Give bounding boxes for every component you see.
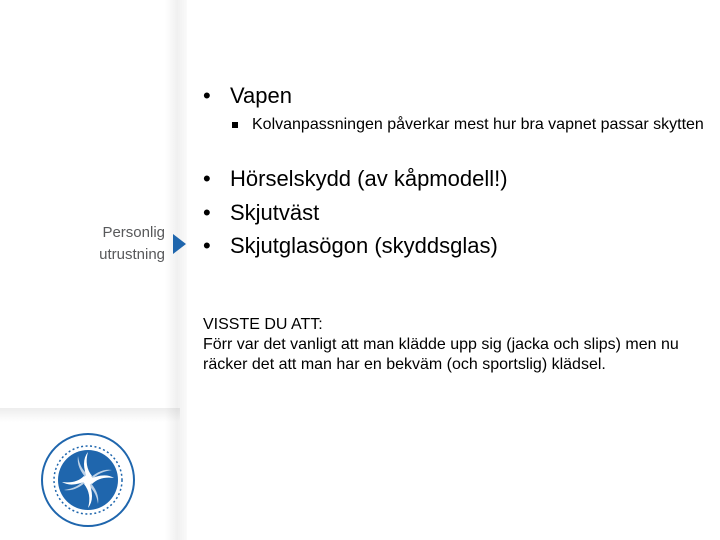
bullet-item: • Hörselskydd (av kåpmodell!): [203, 166, 508, 191]
bullet-item: • Skjutglasögon (skyddsglas): [203, 233, 498, 258]
bullet-dot-icon: •: [203, 83, 211, 108]
bullet-dot-icon: •: [203, 166, 211, 191]
did-you-know-box: [203, 315, 693, 375]
bullet-item: • Skjutväst: [203, 200, 320, 225]
section-label-line2: utrustning: [99, 246, 165, 263]
bullet-dot-icon: •: [203, 233, 211, 258]
did-you-know-title: VISSTE DU ATT:: [203, 316, 323, 333]
sub-bullet-vapen: Kolvanpassningen påverkar mest hur bra vapnet passar skytten: [232, 115, 712, 135]
section-label-line1: Personlig: [102, 224, 165, 241]
bullet-vapen: • Vapen: [203, 83, 292, 108]
square-bullet-icon: [232, 122, 238, 128]
did-you-know-text: Förr var det vanligt att man klädde upp sig (jacka och slips) men nu räcker det att man har en bekväm (och sportslig) klädsel.: [203, 336, 679, 373]
bullet-dot-icon: •: [203, 200, 211, 225]
